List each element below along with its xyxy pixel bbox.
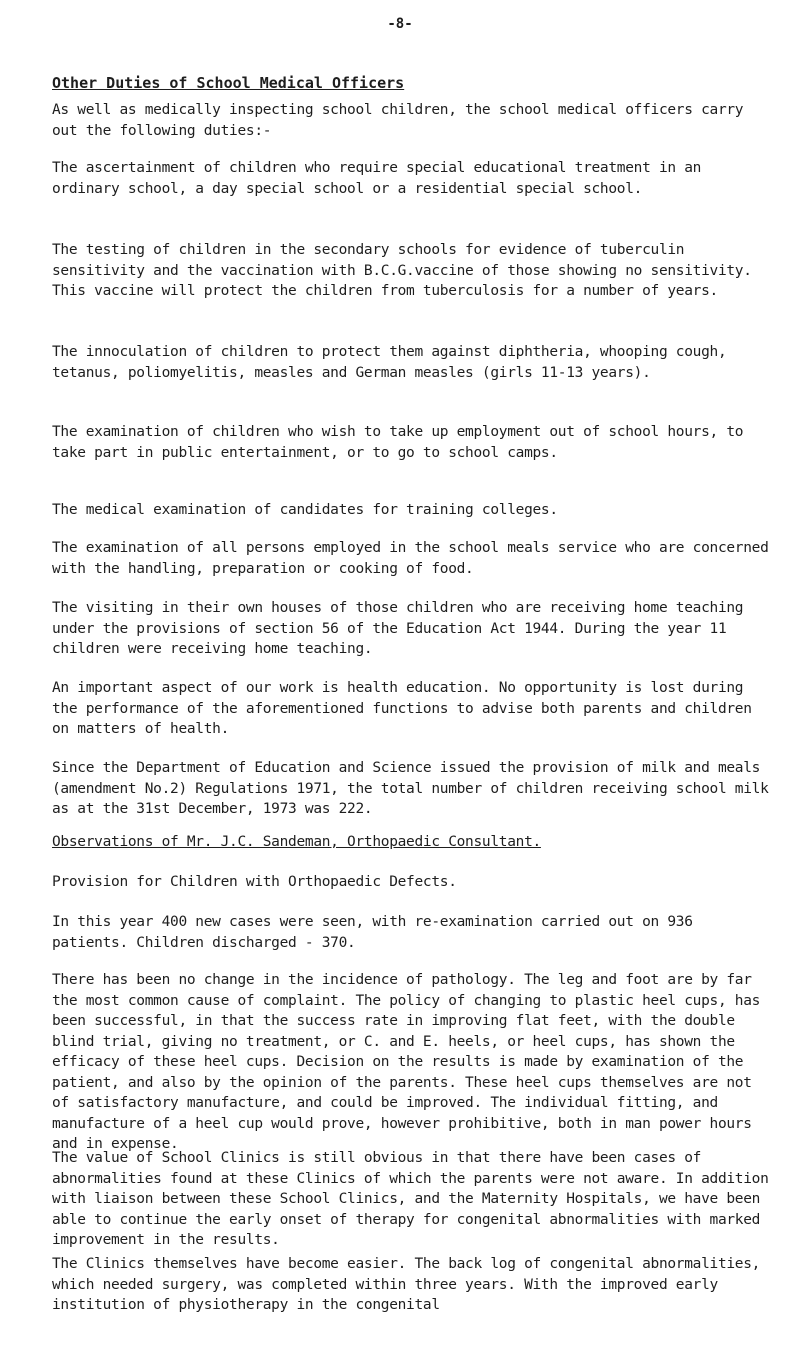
duty-paragraph: The medical examination of candidates for training colleges.	[52, 502, 558, 518]
page-number: -8-	[387, 16, 413, 32]
duty-paragraph: The examination of children who wish to take up employment out of school hours, to take part in public entertainment, or to go to school camps.	[52, 424, 744, 461]
ortho-paragraph: In this year 400 new cases were seen, with re-examination carried out on 936 patients. Children discharged - 370.	[52, 914, 693, 951]
ortho-paragraph: The value of School Clinics is still obvious in that there have been cases of abnormalities found at these Clinics of which the parents were not aware. In addition with liaison between these School Clinics, and the Maternity Hospitals, we have been able to continue the early onset of therapy for congenital abnormalities with marked improvement in the results.	[52, 1150, 769, 1248]
duty-paragraph: The innoculation of children to protect them against diphtheria, whooping cough, tetanus, poliomyelitis, measles and German measles (girls 11-13 years).	[52, 344, 727, 381]
observations-heading: Observations of Mr. J.C. Sandeman, Orthopaedic Consultant.	[52, 834, 541, 850]
section-heading: Other Duties of School Medical Officers	[52, 74, 405, 92]
ortho-paragraph: The Clinics themselves have become easier. The back log of congenital abnormalities, which needed surgery, was completed within three years. With the improved early institution of physiotherapy in the congenital	[52, 1256, 761, 1313]
duty-paragraph: Since the Department of Education and Science issued the provision of milk and meals (amendment No.2) Regulations 1971, the total number of children receiving school milk as at the 31st December, 1973 was 222.	[52, 760, 769, 817]
duty-paragraph: The visiting in their own houses of those children who are receiving home teaching under the provisions of section 56 of the Education Act 1944. During the year 11 children were receiving home teaching.	[52, 600, 744, 657]
duty-paragraph: The examination of all persons employed in the school meals service who are concerned with the handling, preparation or cooking of food.	[52, 540, 769, 577]
duty-paragraph: The ascertainment of children who require special educational treatment in an ordinary school, a day special school or a residential special school.	[52, 160, 702, 197]
duty-paragraph: An important aspect of our work is health education. No opportunity is lost during the performance of the aforementioned functions to advise both parents and children on matters of health.	[52, 680, 752, 737]
intro-paragraph: As well as medically inspecting school children, the school medical officers carry out the following duties:-	[52, 102, 744, 139]
duty-paragraph: The testing of children in the secondary schools for evidence of tuberculin sensitivity and the vaccination with B.C.G.vaccine of those showing no sensitivity. This vaccine will protect the children from tuberculosis for a number of years.	[52, 242, 752, 299]
ortho-paragraph: There has been no change in the incidence of pathology. The leg and foot are by far the most common cause of complaint. The policy of changing to plastic heel cups, has been successful, in that the success rate in improving flat feet, with the double blind trial, giving no treatment, or C. and E. heels, or heel cups, has shown the efficacy of these heel cups. Decision on the results is made by examination of the patient, and also by the opinion of the parents. These heel cups themselves are not of satisfactory manufacture, and could be improved. The individual fitting, and manufacture of a heel cup would prove, however prohibitive, both in man power hours and in expense.	[52, 972, 761, 1152]
provision-heading: Provision for Children with Orthopaedic Defects.	[52, 874, 457, 890]
